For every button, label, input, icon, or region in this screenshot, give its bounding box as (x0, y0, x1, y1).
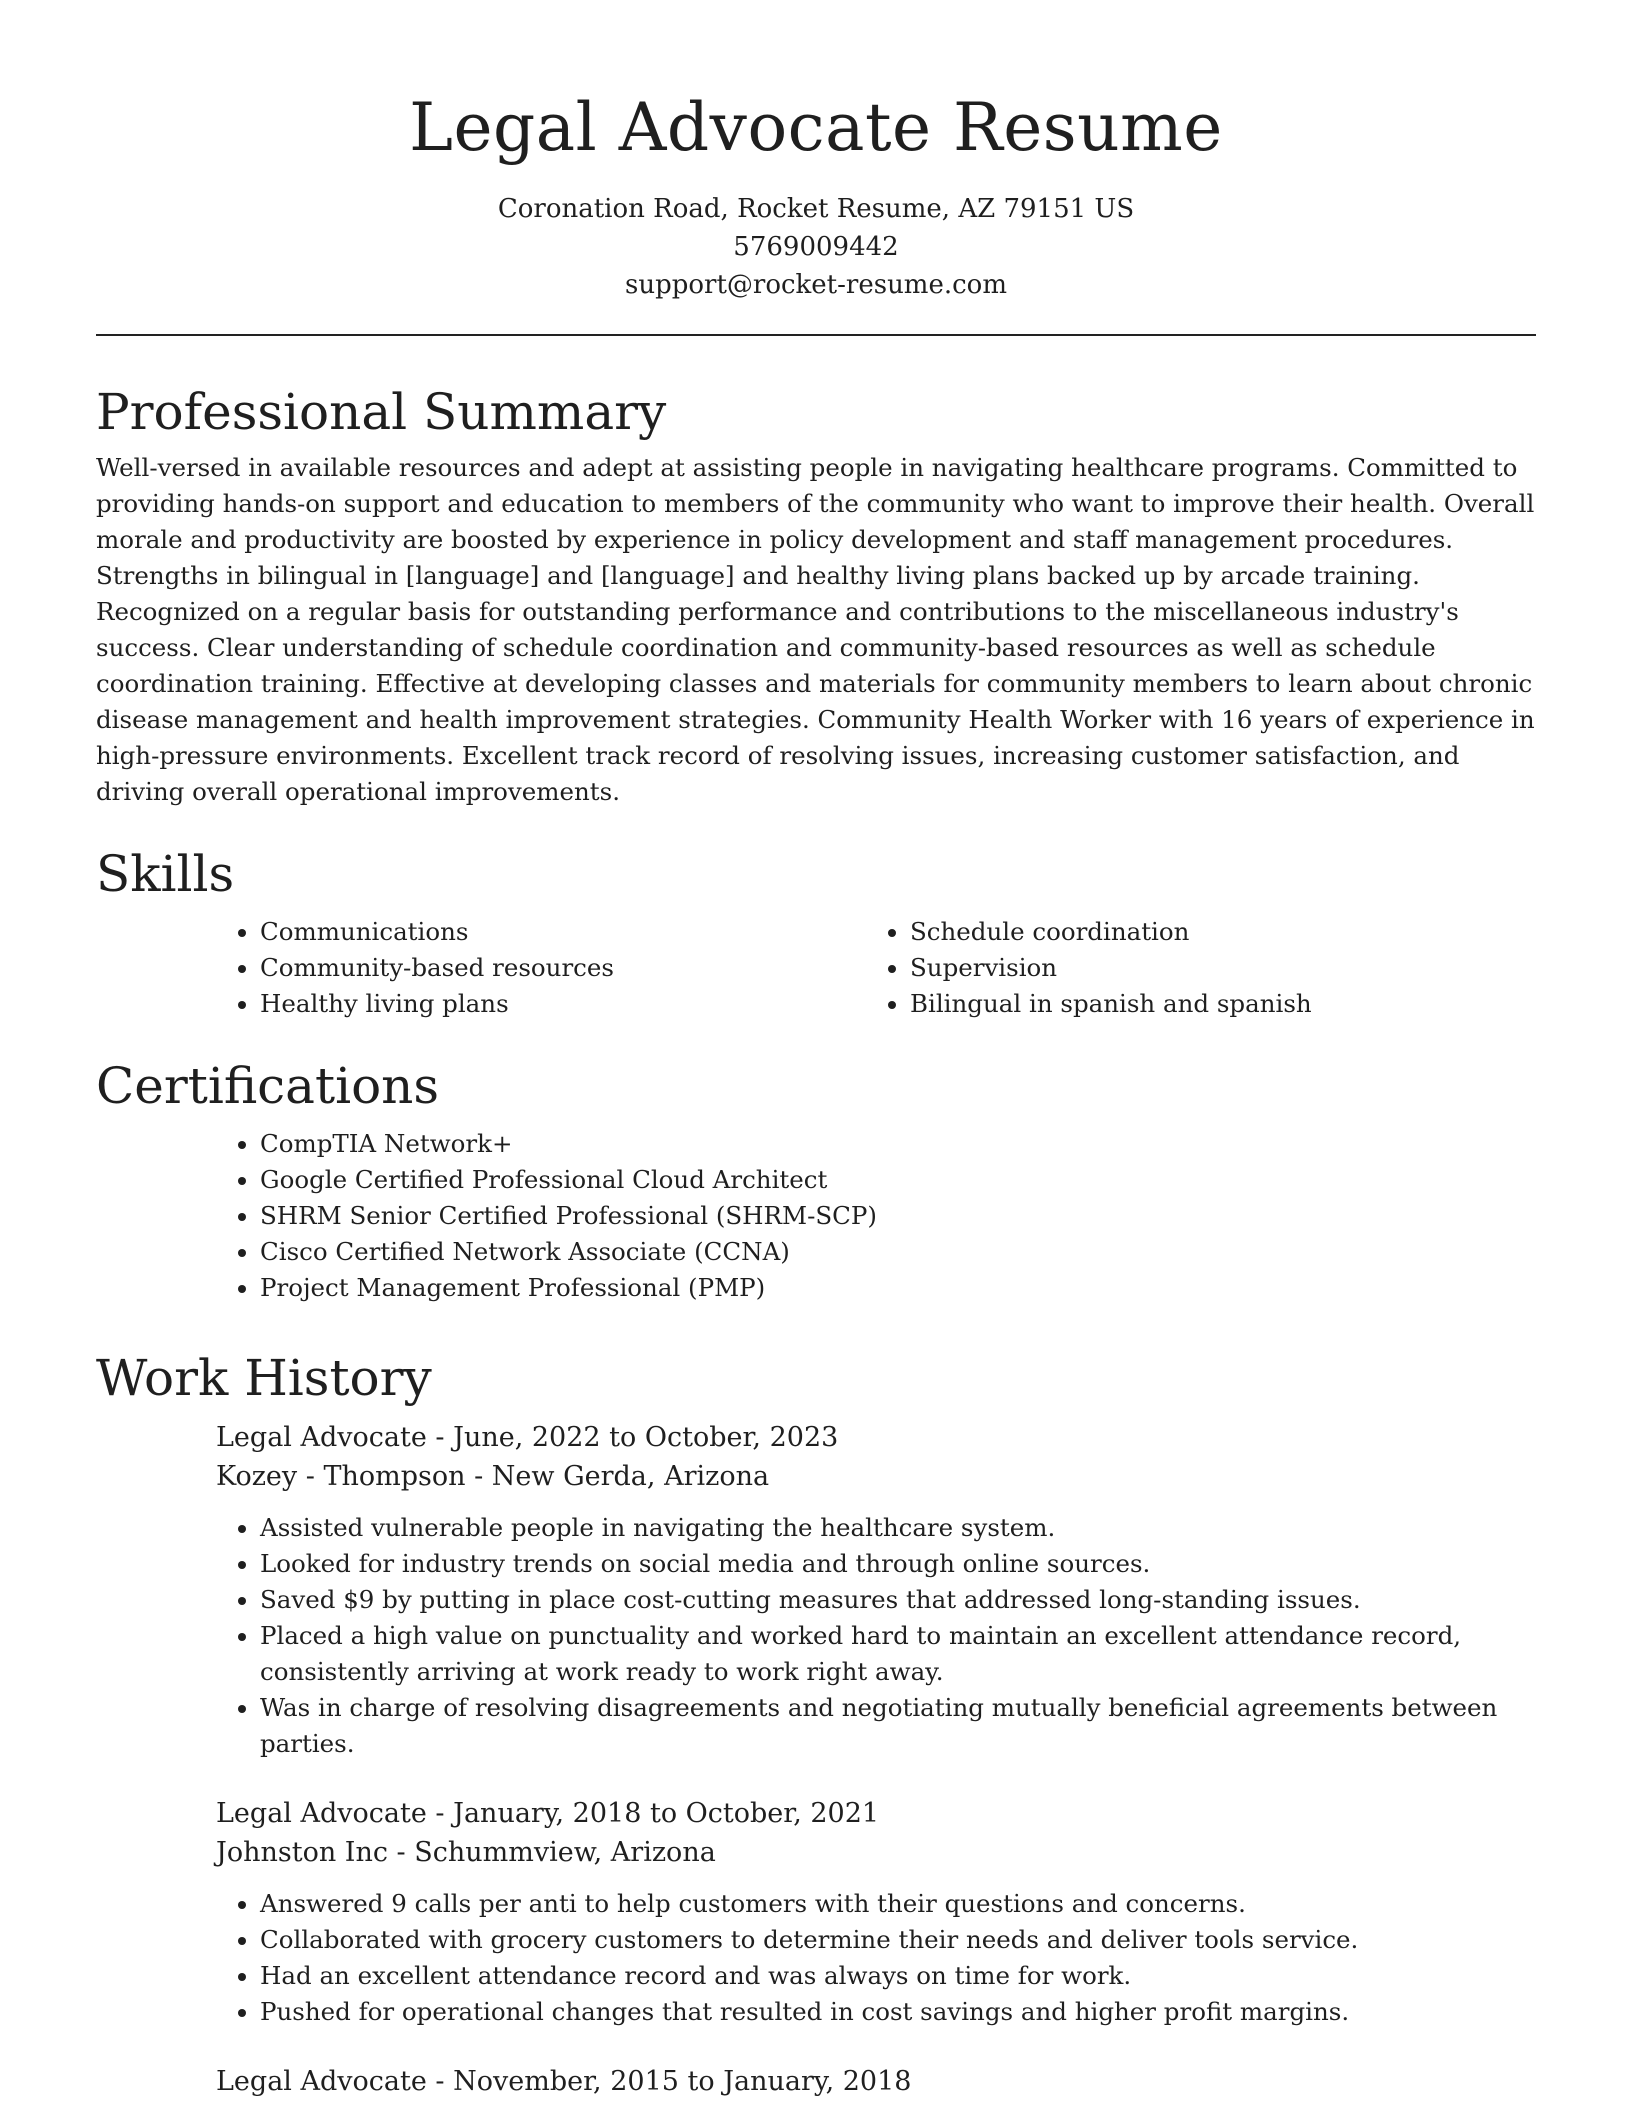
certifications-list-wrap (216, 1126, 1536, 1306)
certification-item: • SHRM Senior Certified Professional (SHRM-SCP) (260, 1198, 1536, 1234)
job-bullet: • Assisted vulnerable people in navigating the healthcare system. (260, 1510, 1536, 1546)
skills-section (96, 842, 1536, 1022)
job-employer-line: Johnston Inc - Schummview, Arizona (216, 1837, 716, 1868)
job-title-line: Legal Advocate - January, 2018 to October, 2021 (216, 1798, 880, 1829)
skill-item: • Community-based resources (260, 950, 866, 986)
resume-header (96, 0, 1536, 336)
job-bullet: • Answered 9 calls per anti to help customers with their questions and concerns. (260, 1886, 1536, 1922)
job-entry (216, 1794, 1536, 2030)
job-bullet: • Collaborated with grocery customers to determine their needs and deliver tools service. (260, 1922, 1536, 1958)
job-bullets (216, 1510, 1536, 1762)
resume-title: Legal Advocate Resume (409, 89, 1223, 166)
summary-heading: Professional Summary (96, 383, 667, 441)
contact-email: support@rocket-resume.com (624, 270, 1007, 300)
contact-address: Coronation Road, Rocket Resume, AZ 79151 US (497, 194, 1135, 224)
certification-item: • Cisco Certified Network Associate (CCNA) (260, 1234, 1536, 1270)
skills-heading: Skills (96, 845, 235, 903)
contact-phone: 5769009442 (733, 232, 899, 262)
job-bullet: • Placed a high value on punctuality and worked hard to maintain an excellent attendance record, consistently arriving at work ready to work right away. (260, 1618, 1536, 1690)
skill-item: • Communications (260, 914, 866, 950)
skill-item: • Supervision (910, 950, 1516, 986)
job-bullet: • Looked for industry trends on social media and through online sources. (260, 1546, 1536, 1582)
work-history-section (96, 1346, 1536, 2101)
certification-item: • Google Certified Professional Cloud Architect (260, 1162, 1536, 1198)
job-bullet: • Had an excellent attendance record and was always on time for work. (260, 1958, 1536, 1994)
job-bullet: • Pushed for operational changes that resulted in cost savings and higher profit margins. (260, 1994, 1536, 2030)
skills-column-left (216, 914, 866, 1022)
resume-page (96, 0, 1536, 2097)
certifications-heading: Certifications (96, 1057, 440, 1115)
certification-item: • CompTIA Network+ (260, 1126, 1536, 1162)
header-divider (96, 334, 1536, 336)
job-bullet: • Saved $9 by putting in place cost-cutting measures that addressed long-standing issues. (260, 1582, 1536, 1618)
certifications-section (96, 1054, 1536, 1306)
skills-grid (216, 914, 1536, 1022)
skill-item: • Bilingual in spanish and spanish (910, 986, 1516, 1022)
contact-block (96, 190, 1536, 304)
work-history-heading: Work History (96, 1349, 432, 1407)
job-title-line: Legal Advocate - November, 2015 to January, 2018 (216, 2066, 912, 2097)
certifications-list (216, 1126, 1536, 1306)
job-entry (216, 2062, 1536, 2101)
job-entry (216, 1418, 1536, 1762)
skill-item: • Healthy living plans (260, 986, 866, 1022)
job-bullets (216, 1886, 1536, 2030)
job-title-line: Legal Advocate - June, 2022 to October, 2023 (216, 1422, 839, 1453)
job-bullet: • Was in charge of resolving disagreements and negotiating mutually beneficial agreements between parties. (260, 1690, 1536, 1762)
summary-text: Well-versed in available resources and adept at assisting people in navigating healthcare programs. Committed to providing hands-on support and education to members of the community who want to improve their health. Overall morale and productivity are boosted by experience in policy development and staff management procedures. Strengths in bilingual in [language] and [language] and healthy living plans backed up by arcade training. Recognized on a regular basis for outstanding performance and contributions to the miscellaneous industry's success. Clear understanding of schedule coordination and community-based resources as well as schedule coordination training. Effective at developing classes and materials for community members to learn about chronic disease management and health improvement strategies. Community Health Worker with 16 years of experience in high-pressure environments. Excellent track record of resolving issues, increasing customer satisfaction, and driving overall operational improvements. (96, 453, 1535, 806)
job-employer-line: Kozey - Thompson - New Gerda, Arizona (216, 1461, 770, 1492)
summary-section (96, 380, 1536, 810)
skill-item: • Schedule coordination (910, 914, 1516, 950)
certification-item: • Project Management Professional (PMP) (260, 1270, 1536, 1306)
skills-column-right (866, 914, 1516, 1022)
